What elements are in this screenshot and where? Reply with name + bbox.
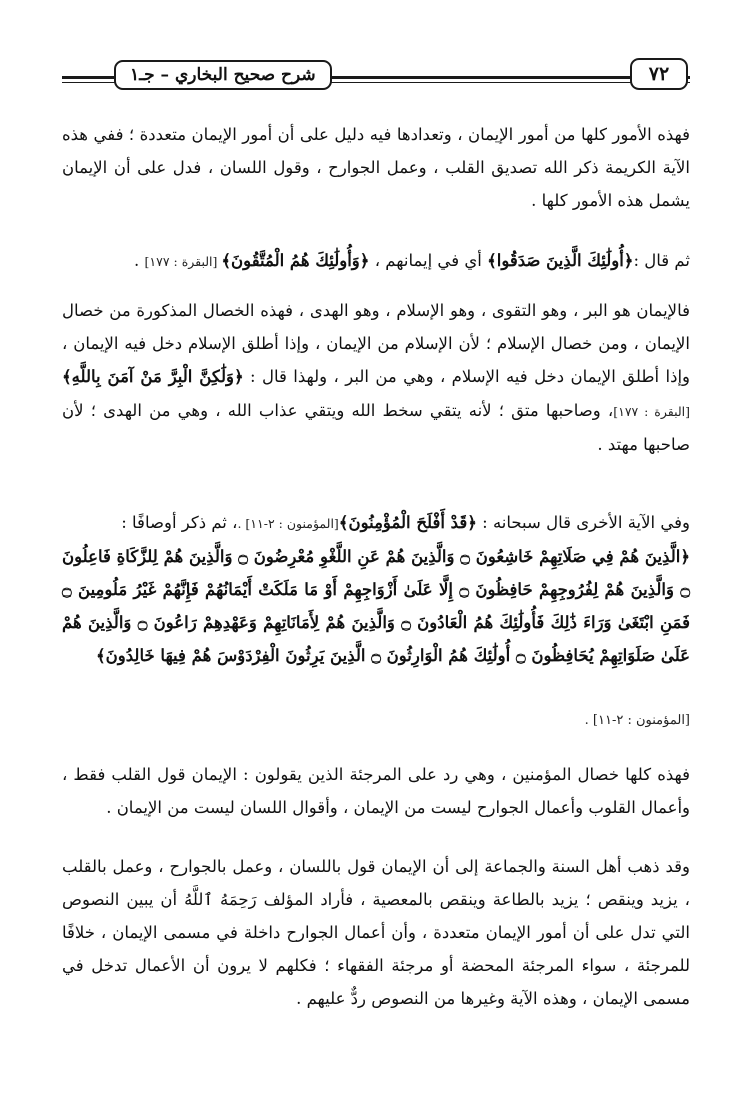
paragraph-4 xyxy=(62,506,690,540)
running-header xyxy=(62,52,690,98)
inline-text: أي في إيمانهم ، xyxy=(369,251,488,270)
verse-reference: [البقرة : ١٧٧] xyxy=(144,254,222,269)
paragraph-text: وقد ذهب أهل السنة والجماعة إلى أن الإيمان قول باللسان ، وعمل بالجوارح ، وعمل بالقلب ، يزيد وينقص ؛ يزيد بالطاعة وينقص بالمعصية ، فأراد المؤلف رَحِمَهُ ٱللَّهُ أن يبين النصوص التي تدل على أن أمور الإيمان متعددة ، وأن أعمال الجوارح داخلة في مسمى الإيمان ، خلافًا للمرجئة ، سواء المرجئة المحضة أو مرجئة الفقهاء ؛ فكلهم لا يرون أن الأعمال تدخل في مسمى الإيمان ، وهذه الآية وغيرها من النصوص ردٌّ عليهم . xyxy=(62,857,690,1008)
paragraph-text xyxy=(62,506,690,540)
quran-verse: ﴿قَدْ أَفْلَحَ الْمُؤْمِنُونَ﴾ xyxy=(338,513,477,532)
quran-verse: ﴿وَلَٰكِنَّ الْبِرَّ مَنْ آمَنَ بِاللَّهِ﴾ xyxy=(62,367,244,386)
trailing-text: ، ثم ذكر أوصافًا : xyxy=(121,513,238,532)
lead-text: ثم قال : xyxy=(633,251,690,270)
quran-verse: ﴿وَأُولَٰئِكَ هُمُ الْمُتَّقُونَ﴾ xyxy=(221,251,370,270)
quran-passage: ﴿الَّذِينَ هُمْ فِي صَلَاتِهِمْ خَاشِعُونَ ۝ وَالَّذِينَ هُمْ عَنِ اللَّغْوِ مُعْرِضُونَ ۝ وَالَّذِينَ هُمْ لِلزَّكَاةِ فَاعِلُونَ ۝ وَالَّذِينَ هُمْ لِفُرُوجِهِمْ حَافِظُونَ ۝ إِلَّا عَلَىٰ أَزْوَاجِهِمْ أَوْ مَا مَلَكَتْ أَيْمَانُهُمْ فَإِنَّهُمْ غَيْرُ مَلُومِينَ ۝ فَمَنِ ابْتَغَىٰ وَرَاءَ ذَٰلِكَ فَأُولَٰئِكَ هُمُ الْعَادُونَ ۝ وَالَّذِينَ هُمْ لِأَمَانَاتِهِمْ وَعَهْدِهِمْ رَاعُونَ ۝ وَالَّذِينَ هُمْ عَلَىٰ صَلَوَاتِهِمْ يُحَافِظُونَ ۝ أُولَٰئِكَ هُمُ الْوَارِثُونَ ۝ الَّذِينَ يَرِثُونَ الْفِرْدَوْسَ هُمْ فِيهَا خَالِدُونَ﴾ xyxy=(62,547,691,665)
body-text: فالإيمان هو البر ، وهو التقوى ، وهو الإسلام ، وهو الهدى ، فهذه الخصال المذكورة من خصال الإيمان ، ومن خصال الإسلام ؛ لأن الإسلام من الإيمان ، وإذا أطلق الإسلام دخل فيه الإيمان ، وإذا أطلق الإيمان دخل فيه الإسلام ، وهي من البر ، ولهذا قال : xyxy=(62,301,690,386)
lead-text: وفي الآية الأخرى قال سبحانه : xyxy=(476,513,690,532)
verse-reference: [المؤمنون : ٢-١١] . xyxy=(584,713,690,728)
paragraph-text: فهذه كلها خصال المؤمنين ، وهي رد على المرجئة الذين يقولون : الإيمان قول القلب فقط ، وأعمال القلوب وأعمال الجوارح ليست من الإيمان ، وأقوال اللسان ليست من الإيمان . xyxy=(62,765,690,817)
paragraph-text xyxy=(62,294,690,461)
paragraph-text xyxy=(62,244,690,278)
quran-block-reference xyxy=(62,704,690,737)
paragraph-3 xyxy=(62,294,690,461)
trailing-text: ، وصاحبها متق ؛ لأنه يتقي سخط الله ويتقي عذاب الله ، وهي من الهدى ؛ لأن صاحبها مهتد . xyxy=(62,401,690,454)
book-title: شرح صحيح البخاري – جـ١ xyxy=(114,60,332,90)
quran-block xyxy=(62,540,690,672)
paragraph-2 xyxy=(62,244,690,278)
page-number: ٧٢ xyxy=(630,58,688,90)
trailing-text: . xyxy=(134,251,145,270)
paragraph-6 xyxy=(62,850,690,1015)
quran-verse: ﴿أُولَٰئِكَ الَّذِينَ صَدَقُوا﴾ xyxy=(487,251,634,270)
verse-reference: [المؤمنون : ٢-١١] . xyxy=(237,516,339,531)
paragraph-5 xyxy=(62,758,690,824)
paragraph-text: فهذه الأمور كلها من أمور الإيمان ، وتعدادها فيه دليل على أن أمور الإيمان متعددة ؛ ففي هذه الآية الكريمة ذكر الله تصديق القلب ، وعمل الجوارح ، وقول اللسان ، فدل على أن الإيمان يشمل هذه الأمور كلها . xyxy=(62,125,690,210)
paragraph-1 xyxy=(62,118,690,217)
verse-reference: [البقرة : ١٧٧] xyxy=(613,404,690,419)
